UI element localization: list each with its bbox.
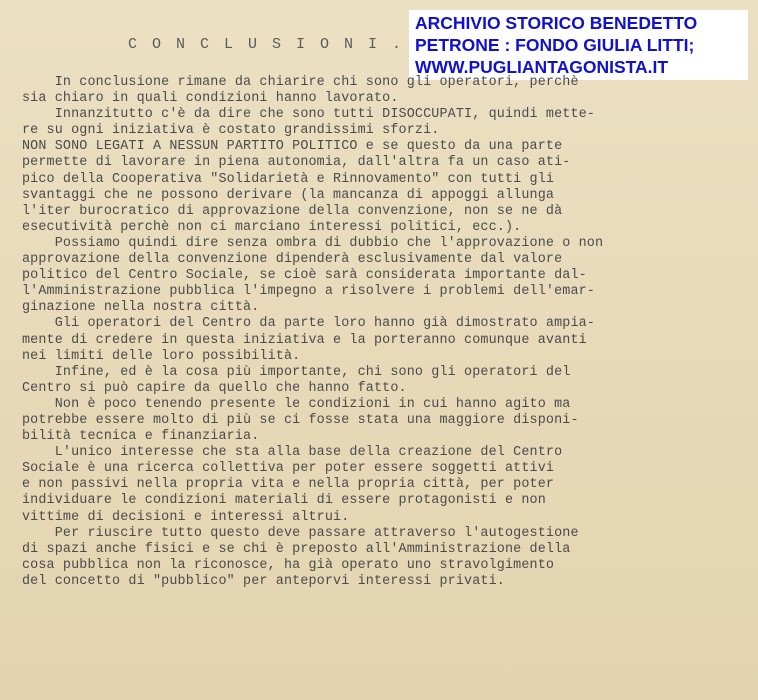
document-title: C O N C L U S I O N I . [128, 36, 405, 53]
text-line: del concetto di "pubblico" per anteporvi interessi privati. [22, 573, 505, 589]
text-line: individuare le condizioni materiali di essere protagonisti e non [22, 493, 546, 509]
text-line: mente di credere in questa iniziativa e la porteranno comunque avanti [22, 332, 587, 348]
text-line: l'iter burocratico di approvazione della convenzione, non se ne dà [22, 203, 563, 219]
text-line: ginazione nella nostra città. [22, 300, 260, 316]
text-line: In conclusione rimane da chiarire chi sono gli operatori, perchè [22, 75, 579, 90]
text-line: politico del Centro Sociale, se cioè sarà considerata importante dal- [22, 268, 587, 284]
text-line: permette di lavorare in piena autonomia, dall'altra fa un caso ati- [22, 155, 571, 171]
text-line: vittime di decisioni e interessi altrui. [22, 509, 350, 525]
archive-label-line-1: ARCHIVIO STORICO BENEDETTO [415, 13, 698, 33]
text-line: nei limiti delle loro possibilità. [22, 348, 301, 364]
text-line: potrebbe essere molto di più se ci fosse stata una maggiore disponi- [22, 412, 579, 428]
text-line: Sociale è una ricerca collettiva per poter essere soggetti attivi [22, 461, 555, 477]
text-line: Centro si può capire da quello che hanno fatto. [22, 380, 407, 396]
archive-label-line-2: PETRONE : FONDO GIULIA LITTI; [415, 35, 695, 55]
archive-label-line-3: WWW.PUGLIANTAGONISTA.IT [415, 57, 669, 77]
text-line: Innanzitutto c'è da dire che sono tutti DISOCCUPATI, quindi mette- [22, 107, 595, 123]
text-line: L'unico interesse che sta alla base della creazione del Centro [22, 445, 563, 461]
text-line: e non passivi nella propria vita e nella propria città, per poter [22, 477, 555, 493]
text-line: Gli operatori del Centro da parte loro hanno già dimostrato ampia- [22, 316, 595, 332]
text-line: re su ogni iniziativa è costato grandissimi sforzi. [22, 123, 440, 139]
text-line: Per riuscire tutto questo deve passare attraverso l'autogestione [22, 525, 579, 541]
text-line: Infine, ed è la cosa più importante, chi sono gli operatori del [22, 364, 571, 380]
text-line: Possiamo quindi dire senza ombra di dubbio che l'approvazione o non [22, 235, 604, 251]
text-line: sia chiaro in quali condizioni hanno lavorato. [22, 91, 399, 107]
text-line: esecutività perchè non ci marciano interessi politici, ecc.). [22, 219, 522, 235]
text-line: di spazi anche fisici e se chi è preposto all'Amministrazione della [22, 541, 571, 557]
text-line: svantaggi che ne possono derivare (la mancanza di appoggi allunga [22, 187, 555, 203]
archive-watermark-label [409, 10, 748, 80]
text-line: Non è poco tenendo presente le condizioni in cui hanno agito ma [22, 396, 571, 412]
text-line: pico della Cooperativa "Solidarietà e Rinnovamento" con tutti gli [22, 171, 555, 187]
document-body [22, 75, 752, 590]
text-line: bilità tecnica e finanziaria. [22, 429, 260, 445]
text-line: cosa pubblica non la riconosce, ha già operato uno stravolgimento [22, 557, 555, 573]
text-line: NON SONO LEGATI A NESSUN PARTITO POLITICO e se questo da una parte [22, 139, 563, 155]
text-line: l'Amministrazione pubblica l'impegno a risolvere i problemi dell'emar- [22, 284, 595, 300]
text-line: approvazione della convenzione dipenderà esclusivamente dal valore [22, 252, 563, 268]
